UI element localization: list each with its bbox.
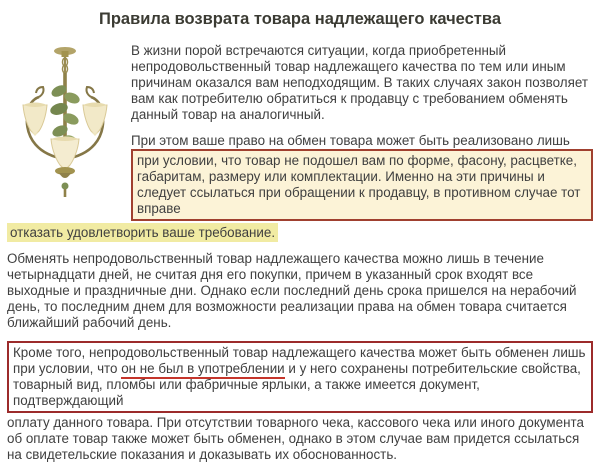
paragraph-fourteen-days: Обменять непродовольственный товар надлежащего качества можно лишь в течение четырнадцати дней, не считая дня его покупки, причем в указанный срок входят все выходные и праздничные дни. Однако если последний день срока пришелся на нерабочий день, то последним днем для возможности реализации права на обмен товара считается ближайший рабочий день. xyxy=(7,251,577,330)
paragraph-receipt: оплату данного товара. При отсутствии товарного чека, кассового чека или иного документа об оплате товар также может быть обменен, однако в этом случае вам придется ссылаться на свидетельские показания и доказывать их обоснованность. xyxy=(7,415,584,462)
underlined-phrase: он не был в употреблении xyxy=(121,361,284,379)
intro-text-column xyxy=(131,43,593,221)
chandelier-image xyxy=(7,43,123,221)
usage-text-after: и у него сохранены потребительские свойства, товарный вид, пломбы или фабричные ярлыки, а также имеется документ, подтверждающий xyxy=(13,361,581,408)
usage-annotation-box xyxy=(7,341,593,413)
condition-boxed-text: при условии, что товар не подошел вам по форме, фасону, расцветке, габаритам, размеру или комплектации. Именно на эти причины и следует ссылаться при обращении к продавцу, в противном случае тот вправе xyxy=(137,153,581,216)
intro-section xyxy=(7,43,593,221)
paragraph-exchange-right-intro: При этом ваше право на обмен товара может быть реализовано лишь xyxy=(131,133,570,148)
chandelier-illustration xyxy=(9,43,121,203)
refusal-line xyxy=(7,225,593,241)
condition-annotation-box xyxy=(131,149,593,221)
paragraph-situation: В жизни порой встречаются ситуации, когда приобретенный непродовольственный товар надлежащего качества по тем или иным причинам оказался вам неподходящим. В таких случаях закон позволяет вам как потребителю обратиться к продавцу с требованием обменять данный товар на аналогичный. xyxy=(131,43,588,122)
page-title: Правила возврата товара надлежащего качества xyxy=(98,10,501,28)
usage-text-before: Кроме того, непродовольственный товар надлежащего качества может быть обменен лишь при условии, что xyxy=(13,345,586,376)
refusal-highlighted-text: отказать удовлетворить ваше требование. xyxy=(7,223,278,242)
